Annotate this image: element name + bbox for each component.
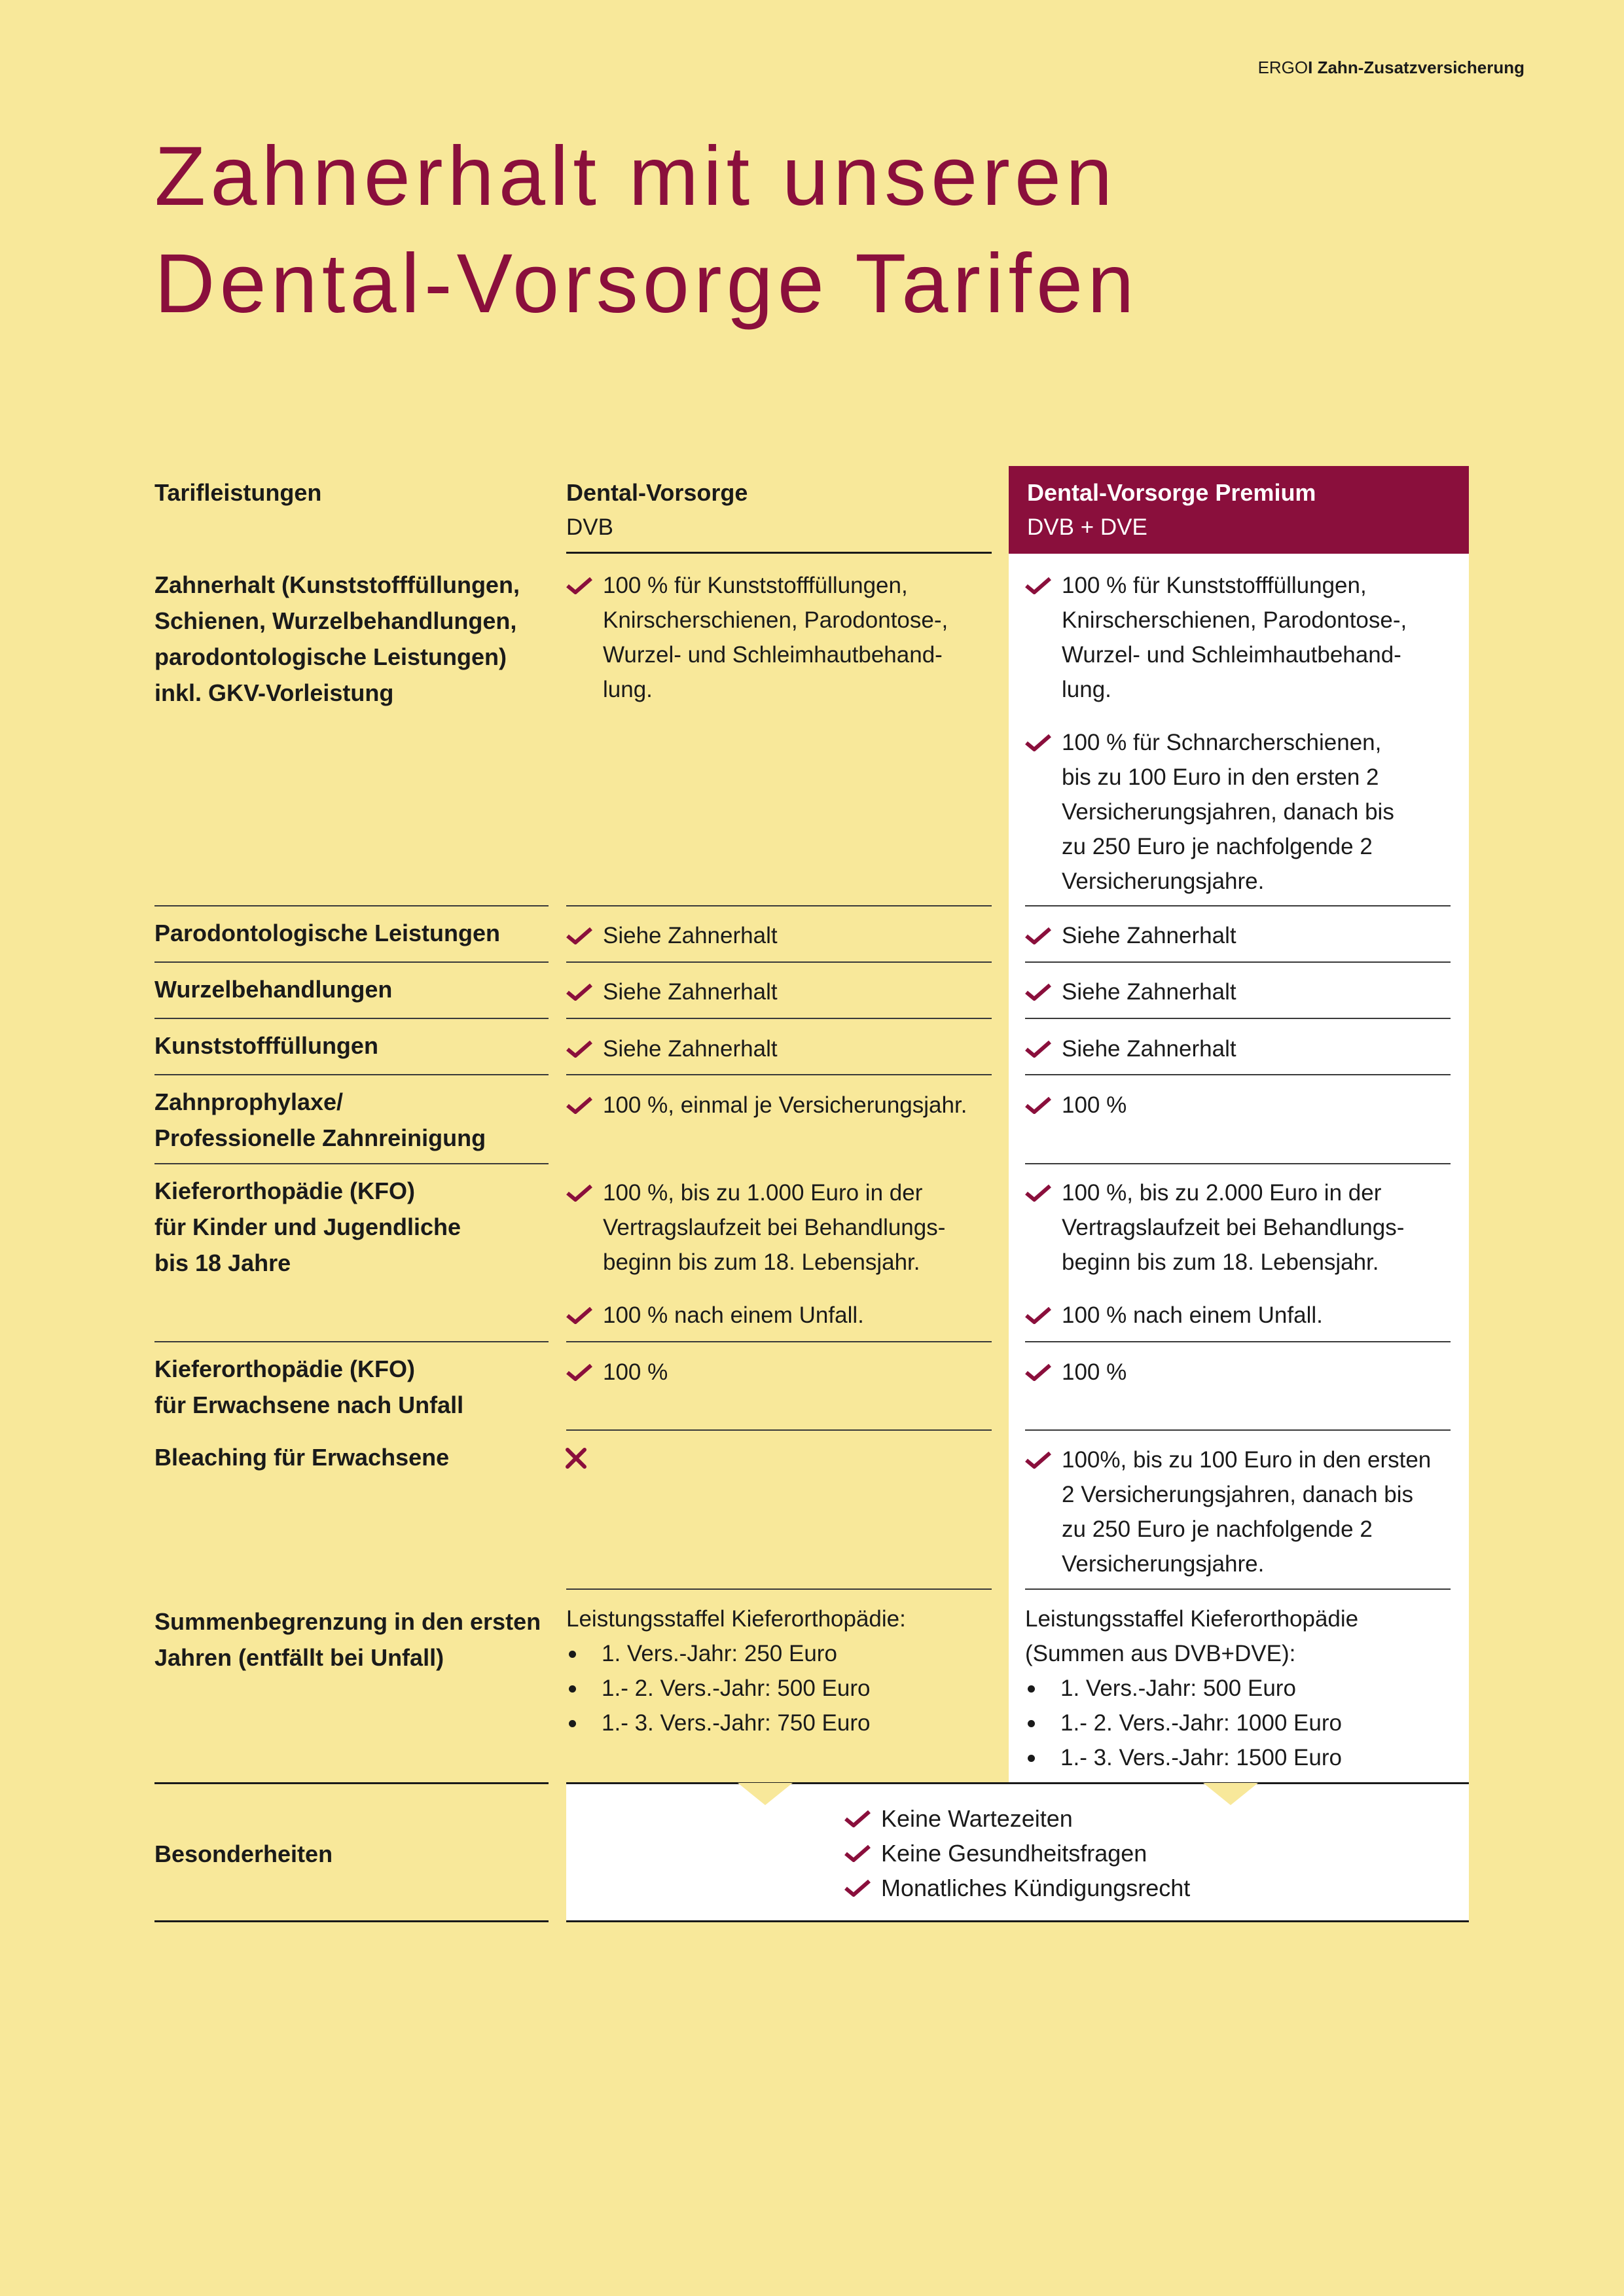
text-line: Leistungsstaffel Kieferorthopädie: xyxy=(566,1606,906,1632)
check-icon xyxy=(566,1097,592,1114)
premium-tariff-name: Dental-Vorsorge Premium xyxy=(1027,479,1316,506)
row-divider xyxy=(566,1074,992,1075)
check-icon xyxy=(1025,1185,1051,1202)
text-line: zu 250 Euro je nachfolgende 2 xyxy=(1062,834,1373,859)
text-line: 100 % xyxy=(1062,1359,1127,1385)
check-icon xyxy=(566,577,592,594)
limit-list xyxy=(1025,1671,1457,1775)
title-line-2: Dental-Vorsorge Tarifen xyxy=(154,237,1139,331)
row-divider xyxy=(154,1018,549,1019)
row-divider xyxy=(1025,961,1451,963)
text-line: 100 %, bis zu 2.000 Euro in der xyxy=(1062,1180,1382,1206)
text-line: Wurzel- und Schleimhautbehand- xyxy=(1062,642,1401,668)
column-header-premium xyxy=(1027,475,1316,545)
text-line: 100 % für Kunststofffüllungen, xyxy=(603,573,908,598)
label-line: Kieferorthopädie (KFO) xyxy=(154,1355,416,1382)
row-divider xyxy=(154,1163,549,1164)
check-icon xyxy=(1025,984,1051,1001)
cell-parodontologie-basic xyxy=(566,918,778,953)
page-title xyxy=(154,123,1138,338)
row-divider xyxy=(566,1588,992,1590)
label-line: Zahnerhalt (Kunststofffüllungen, xyxy=(154,571,520,598)
row-divider xyxy=(154,1074,549,1075)
row-label-kfo-erwachsene xyxy=(154,1351,463,1423)
basic-tariff-code: DVB xyxy=(566,514,613,540)
text-line: Siehe Zahnerhalt xyxy=(1062,923,1236,948)
text-line: Siehe Zahnerhalt xyxy=(603,1036,778,1062)
text-line: 100 % xyxy=(603,1359,668,1385)
check-icon xyxy=(566,1185,592,1202)
text-line: Keine Wartezeiten xyxy=(881,1805,1073,1832)
label-line: inkl. GKV-Vorleistung xyxy=(154,679,394,706)
list-item xyxy=(566,1031,778,1066)
row-label-besonderheiten: Besonderheiten xyxy=(154,1840,333,1867)
check-icon xyxy=(1025,1097,1051,1114)
text-line: beginn bis zum 18. Lebensjahr. xyxy=(603,1249,920,1275)
label-line: für Erwachsene nach Unfall xyxy=(154,1391,464,1418)
check-icon xyxy=(1025,1452,1051,1469)
cell-parodontologie-premium xyxy=(1025,918,1236,953)
list-item xyxy=(566,568,998,707)
text-line: Vertragslaufzeit bei Behandlungs- xyxy=(603,1215,946,1240)
list-item xyxy=(1025,568,1457,707)
column-header-basic xyxy=(566,475,748,545)
row-label-prophylaxe xyxy=(154,1084,486,1156)
cell-kfo-kinder-basic xyxy=(566,1175,998,1333)
text-line: 100 % für Schnarcherschienen, xyxy=(1062,730,1382,755)
label-line: Summenbegrenzung in den ersten xyxy=(154,1608,541,1635)
row-divider xyxy=(1025,1163,1451,1164)
product-name: Zahn-Zusatzversicherung xyxy=(1317,58,1525,77)
check-icon xyxy=(1025,1364,1051,1381)
row-divider xyxy=(566,1018,992,1019)
row-label-kfo-kinder xyxy=(154,1173,461,1281)
text-line: Monatliches Kündigungsrecht xyxy=(881,1874,1191,1901)
text-line: 100 % nach einem Unfall. xyxy=(603,1302,864,1328)
check-icon xyxy=(844,1880,871,1897)
text-line: Knirscherschienen, Parodontose-, xyxy=(1062,607,1407,633)
list-item xyxy=(844,1871,1190,1905)
header-divider-basic xyxy=(566,552,992,554)
check-icon xyxy=(1025,1307,1051,1324)
text-line: 2 Versicherungsjahren, danach bis xyxy=(1062,1482,1414,1507)
list-item: 1.- 3. Vers.-Jahr: 750 Euro xyxy=(566,1706,998,1740)
row-label-summen xyxy=(154,1604,541,1676)
label-line: bis 18 Jahre xyxy=(154,1249,291,1276)
section-divider xyxy=(566,1782,1469,1784)
section-divider xyxy=(154,1782,549,1784)
check-icon xyxy=(566,1041,592,1058)
text-line: Knirscherschienen, Parodontose-, xyxy=(603,607,948,633)
text-line: 100 % für Kunststofffüllungen, xyxy=(1062,573,1367,598)
cell-kunststoff-basic xyxy=(566,1031,778,1066)
row-divider xyxy=(566,961,992,963)
text-line: 100%, bis zu 100 Euro in den ersten xyxy=(1062,1447,1432,1473)
check-icon xyxy=(566,1364,592,1381)
cell-kfo-kinder-premium xyxy=(1025,1175,1457,1333)
list-item xyxy=(1025,1088,1127,1122)
list-item xyxy=(1025,918,1236,953)
row-divider xyxy=(566,905,992,906)
text-line: Versicherungsjahre. xyxy=(1062,869,1265,894)
list-item xyxy=(1025,975,1236,1009)
premium-tariff-code: DVB + DVE xyxy=(1027,514,1147,540)
cell-wurzel-basic xyxy=(566,975,778,1009)
row-divider xyxy=(566,1429,992,1431)
row-divider xyxy=(1025,905,1451,906)
row-divider xyxy=(1025,1341,1451,1342)
row-divider xyxy=(1025,1588,1451,1590)
list-item xyxy=(1025,725,1457,899)
cell-zahnerhalt-premium xyxy=(1025,568,1457,899)
check-icon xyxy=(566,1307,592,1324)
brand-name: ERGO xyxy=(1257,58,1308,77)
check-icon xyxy=(566,984,592,1001)
list-item xyxy=(566,1298,998,1333)
cell-prophylaxe-basic xyxy=(566,1088,967,1122)
label-line: Kieferorthopädie (KFO) xyxy=(154,1177,416,1204)
text-line: lung. xyxy=(1062,677,1111,702)
text-line: 100 % nach einem Unfall. xyxy=(1062,1302,1323,1328)
text-line: Vertragslaufzeit bei Behandlungs- xyxy=(1062,1215,1405,1240)
row-label-kunststoff: Kunststofffüllungen xyxy=(154,1032,378,1059)
text-line: Keine Gesundheitsfragen xyxy=(881,1840,1147,1867)
list-item xyxy=(844,1801,1190,1836)
label-line: für Kinder und Jugendliche xyxy=(154,1213,461,1240)
text-line: beginn bis zum 18. Lebensjahr. xyxy=(1062,1249,1379,1275)
cell-prophylaxe-premium xyxy=(1025,1088,1127,1122)
list-item xyxy=(1025,1175,1457,1280)
list-item: 1.- 2. Vers.-Jahr: 1000 Euro xyxy=(1025,1706,1457,1740)
text-line: Siehe Zahnerhalt xyxy=(1062,979,1236,1005)
text-line: (Summen aus DVB+DVE): xyxy=(1025,1641,1296,1666)
check-icon xyxy=(566,927,592,944)
list-item xyxy=(1025,1355,1127,1390)
row-label-wurzel: Wurzelbehandlungen xyxy=(154,976,393,1003)
section-divider xyxy=(154,1920,549,1922)
row-divider xyxy=(154,1341,549,1342)
list-item: 1. Vers.-Jahr: 250 Euro xyxy=(566,1636,998,1671)
row-divider xyxy=(566,1341,992,1342)
label-line: Professionelle Zahnreinigung xyxy=(154,1124,486,1151)
cell-wurzel-premium xyxy=(1025,975,1236,1009)
cell-summen-premium xyxy=(1025,1602,1457,1775)
text-line: Siehe Zahnerhalt xyxy=(603,923,778,948)
row-label-bleaching: Bleaching für Erwachsene xyxy=(154,1444,450,1471)
label-line: parodontologische Leistungen) xyxy=(154,643,507,670)
pointer-premium xyxy=(1203,1783,1258,1805)
text-line: Versicherungsjahre. xyxy=(1062,1551,1265,1577)
row-divider xyxy=(1025,1074,1451,1075)
column-header-label: Tarifleistungen xyxy=(154,479,322,506)
list-item xyxy=(566,918,778,953)
list-item xyxy=(566,1355,668,1390)
cell-kfo-erwachsene-premium xyxy=(1025,1355,1127,1390)
list-item xyxy=(566,1175,998,1280)
check-icon xyxy=(844,1845,871,1862)
cell-zahnerhalt-basic xyxy=(566,568,998,707)
basic-tariff-name: Dental-Vorsorge xyxy=(566,479,748,506)
text-line: 100 % xyxy=(1062,1092,1127,1118)
limit-list xyxy=(566,1636,998,1740)
brand-header: ERGOI Zahn-Zusatzversicherung xyxy=(1257,58,1525,77)
list-item xyxy=(566,1088,967,1122)
row-divider xyxy=(154,961,549,963)
row-divider xyxy=(1025,1429,1451,1431)
list-item xyxy=(1025,1443,1464,1581)
text-line: Siehe Zahnerhalt xyxy=(1062,1036,1236,1062)
besonderheiten-list xyxy=(844,1801,1190,1905)
text-line: zu 250 Euro je nachfolgende 2 xyxy=(1062,1516,1373,1542)
pointer-basic xyxy=(738,1783,793,1805)
list-item xyxy=(844,1836,1190,1871)
title-line-1: Zahnerhalt mit unseren xyxy=(154,130,1117,223)
cell-kfo-erwachsene-basic xyxy=(566,1355,668,1390)
text-line: Versicherungsjahren, danach bis xyxy=(1062,799,1394,825)
row-label-parodontologie: Parodontologische Leistungen xyxy=(154,920,501,946)
check-icon xyxy=(1025,577,1051,594)
text-line: 100 %, einmal je Versicherungsjahr. xyxy=(603,1092,967,1118)
cross-icon xyxy=(564,1446,588,1470)
text-line: Siehe Zahnerhalt xyxy=(603,979,778,1005)
list-item xyxy=(1025,1298,1457,1333)
row-divider xyxy=(1025,1018,1451,1019)
text-line: lung. xyxy=(603,677,653,702)
cell-summen-basic xyxy=(566,1602,998,1740)
text-line: 100 %, bis zu 1.000 Euro in der xyxy=(603,1180,923,1206)
list-item xyxy=(1025,1031,1236,1066)
text-line: Leistungsstaffel Kieferorthopädie xyxy=(1025,1606,1359,1632)
cell-kunststoff-premium xyxy=(1025,1031,1236,1066)
text-line: bis zu 100 Euro in den ersten 2 xyxy=(1062,764,1379,790)
label-line: Jahren (entfällt bei Unfall) xyxy=(154,1644,444,1671)
list-item xyxy=(566,975,778,1009)
cell-bleaching-premium xyxy=(1025,1443,1464,1581)
check-icon xyxy=(1025,927,1051,944)
list-item: 1.- 3. Vers.-Jahr: 1500 Euro xyxy=(1025,1740,1457,1775)
label-line: Schienen, Wurzelbehandlungen, xyxy=(154,607,517,634)
text-line: Wurzel- und Schleimhautbehand- xyxy=(603,642,943,668)
check-icon xyxy=(844,1810,871,1827)
check-icon xyxy=(1025,1041,1051,1058)
list-item: 1.- 2. Vers.-Jahr: 500 Euro xyxy=(566,1671,998,1706)
row-label-zahnerhalt xyxy=(154,567,520,711)
label-line: Zahnprophylaxe/ xyxy=(154,1088,344,1115)
list-item: 1. Vers.-Jahr: 500 Euro xyxy=(1025,1671,1457,1706)
check-icon xyxy=(1025,734,1051,751)
section-divider xyxy=(566,1920,1469,1922)
row-divider xyxy=(154,905,549,906)
